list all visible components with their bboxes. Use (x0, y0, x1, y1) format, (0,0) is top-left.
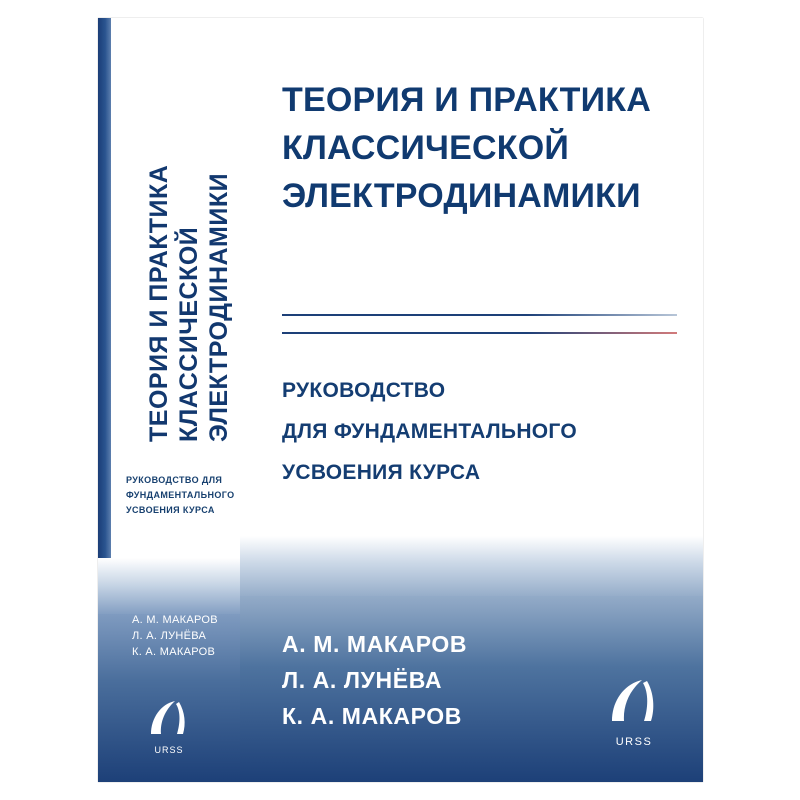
spine-title-line-2: КЛАССИЧЕСКОЙ (175, 226, 203, 442)
urss-logo-icon (604, 676, 664, 733)
divider (282, 314, 677, 336)
spine-edge-stripe (98, 18, 111, 558)
divider-line-top (282, 314, 677, 316)
divider-line-bottom (282, 332, 677, 334)
spine-author-2: Л. А. ЛУНЁВА (132, 630, 207, 642)
title-line-2: КЛАССИЧЕСКОЙ (282, 129, 570, 167)
spine-gradient-band (98, 558, 240, 616)
subtitle-line-3: УСВОЕНИЯ КУРСА (282, 461, 481, 484)
page-subtitle (282, 370, 682, 493)
spine-author-3: К. А. МАКАРОВ (132, 646, 216, 658)
spine-author-1: А. М. МАКАРОВ (132, 614, 218, 626)
urss-logo-icon (145, 698, 193, 745)
book-cover (98, 18, 703, 782)
spine-title (144, 165, 234, 442)
title-line-1: ТЕОРИЯ И ПРАКТИКА (282, 81, 651, 119)
spine-title-line-1: ТЕОРИЯ И ПРАКТИКА (145, 164, 173, 442)
spine-title-line-3: ЭЛЕКТРОДИНАМИКИ (205, 172, 233, 442)
front-panel (240, 18, 703, 782)
spine-subtitle: РУКОВОДСТВО ДЛЯ ФУНДАМЕНТАЛЬНОГО УСВОЕНИЯ КУРСА (126, 475, 235, 515)
subtitle-line-1: РУКОВОДСТВО (282, 379, 446, 402)
spine-authors (132, 612, 218, 660)
title-line-3: ЭЛЕКТРОДИНАМИКИ (282, 177, 641, 215)
publisher-name: URSS (615, 736, 653, 748)
front-gradient-band (240, 536, 703, 598)
author-2: Л. А. ЛУНЁВА (282, 667, 443, 693)
book-spine (98, 18, 240, 782)
page-title (282, 76, 682, 220)
spine-publisher: URSS (154, 745, 184, 755)
subtitle-line-2: ДЛЯ ФУНДАМЕНТАЛЬНОГО (282, 420, 577, 443)
author-1: А. М. МАКАРОВ (282, 631, 468, 657)
author-3: К. А. МАКАРОВ (282, 703, 462, 729)
